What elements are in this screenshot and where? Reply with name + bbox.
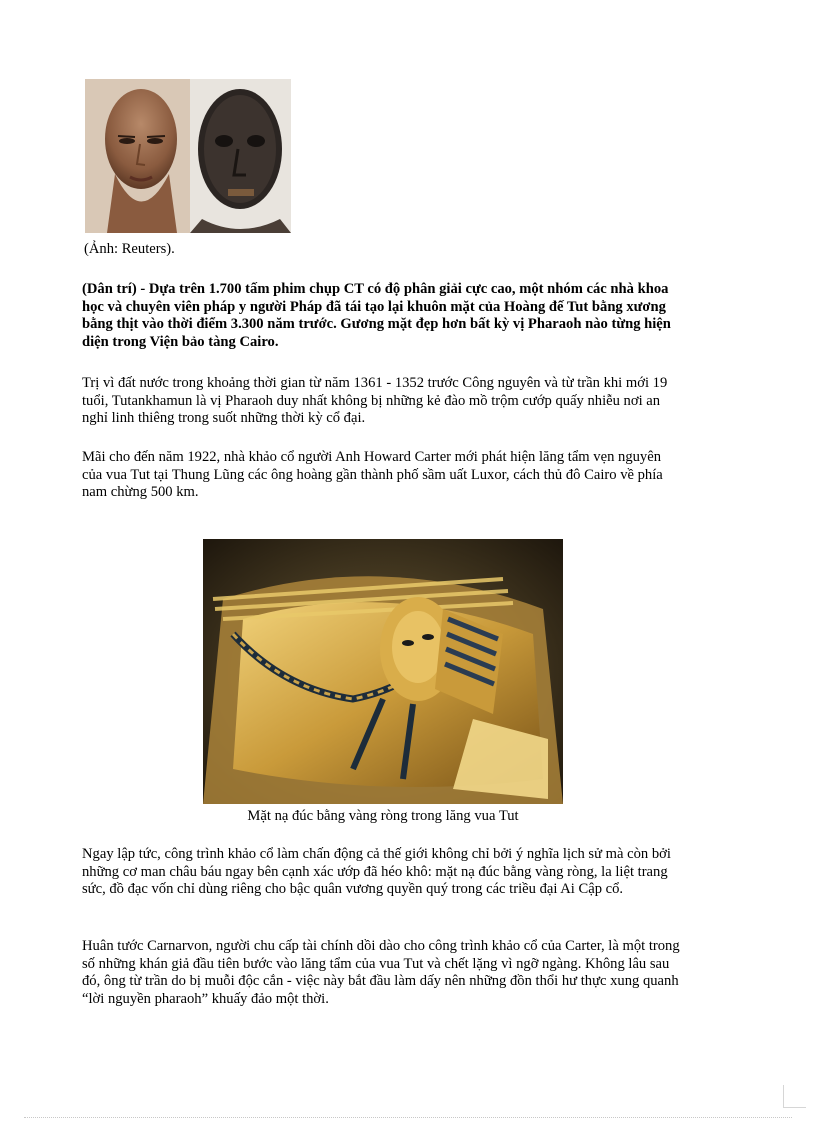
article-intro: (Dân trí) - Dựa trên 1.700 tấm phim chụp CT có độ phân giải cực cao, một nhóm các nhà khoa học và chuyên viên pháp y người Pháp đã tái tạo lại khuôn mặt của Hoàng đế Tut bằng xương bằng thịt vào thời điểm 3.300 năm trước. Gương mặt đẹp hơn bất kỳ vị Pharaoh nào từng hiện diện trong Viện bảo tàng Cairo. [82, 281, 671, 351]
golden-mask-photo [203, 539, 563, 804]
article-paragraph: Mãi cho đến năm 1922, nhà khảo cổ người Anh Howard Carter mới phát hiện lăng tẩm vẹn nguyên của vua Tut tại Thung Lũng các ông hoàng gần thành phố sầm uất Luxor, cách thủ đô Cairo về phía nam chừng 500 km. [82, 449, 663, 501]
article-paragraph: Ngay lập tức, công trình khảo cổ làm chấn động cả thế giới không chỉ bởi ý nghĩa lịch sử mà còn bởi những cơ man châu báu ngay bên cạnh xác ướp đã héo khô: mặt nạ đúc bằng vàng ròng, la liệt trang sức, đồ đạc vốn chỉ dùng riêng cho bậc quân vương quyền quý trong các triều đại Ai Cập cổ. [82, 846, 671, 898]
page-bottom-border [24, 1117, 792, 1118]
page-corner-marker [783, 1085, 806, 1108]
mummy-face-photo [190, 79, 291, 233]
mask-photo-caption: Mặt nạ đúc bằng vàng ròng trong lăng vua Tut [247, 808, 519, 824]
reconstruction-face-photo [85, 79, 190, 233]
article-paragraph: Huân tước Carnarvon, người chu cấp tài chính dồi dào cho công trình khảo cổ của Carter, là một trong số những khán giả đầu tiên bước vào lăng tẩm của vua Tut và chết lặng vì ngỡ ngàng. Không lâu sau đó, ông từ trần do bị muỗi độc cắn - việc này bắt đầu làm dấy nên những đồn thổi hư thực xung quanh “lời nguyền pharaoh” khuấy đảo một thời. [82, 938, 680, 1008]
article-paragraph: Trị vì đất nước trong khoảng thời gian từ năm 1361 - 1352 trước Công nguyên và từ trần khi mới 19 tuổi, Tutankhamun là vị Pharaoh duy nhất không bị những kẻ đào mồ trộm cướp quấy nhiễu nơi an nghỉ linh thiêng trong suốt những thời kỳ cổ đại. [82, 375, 668, 427]
photo-caption: (Ảnh: Reuters). [84, 241, 175, 257]
